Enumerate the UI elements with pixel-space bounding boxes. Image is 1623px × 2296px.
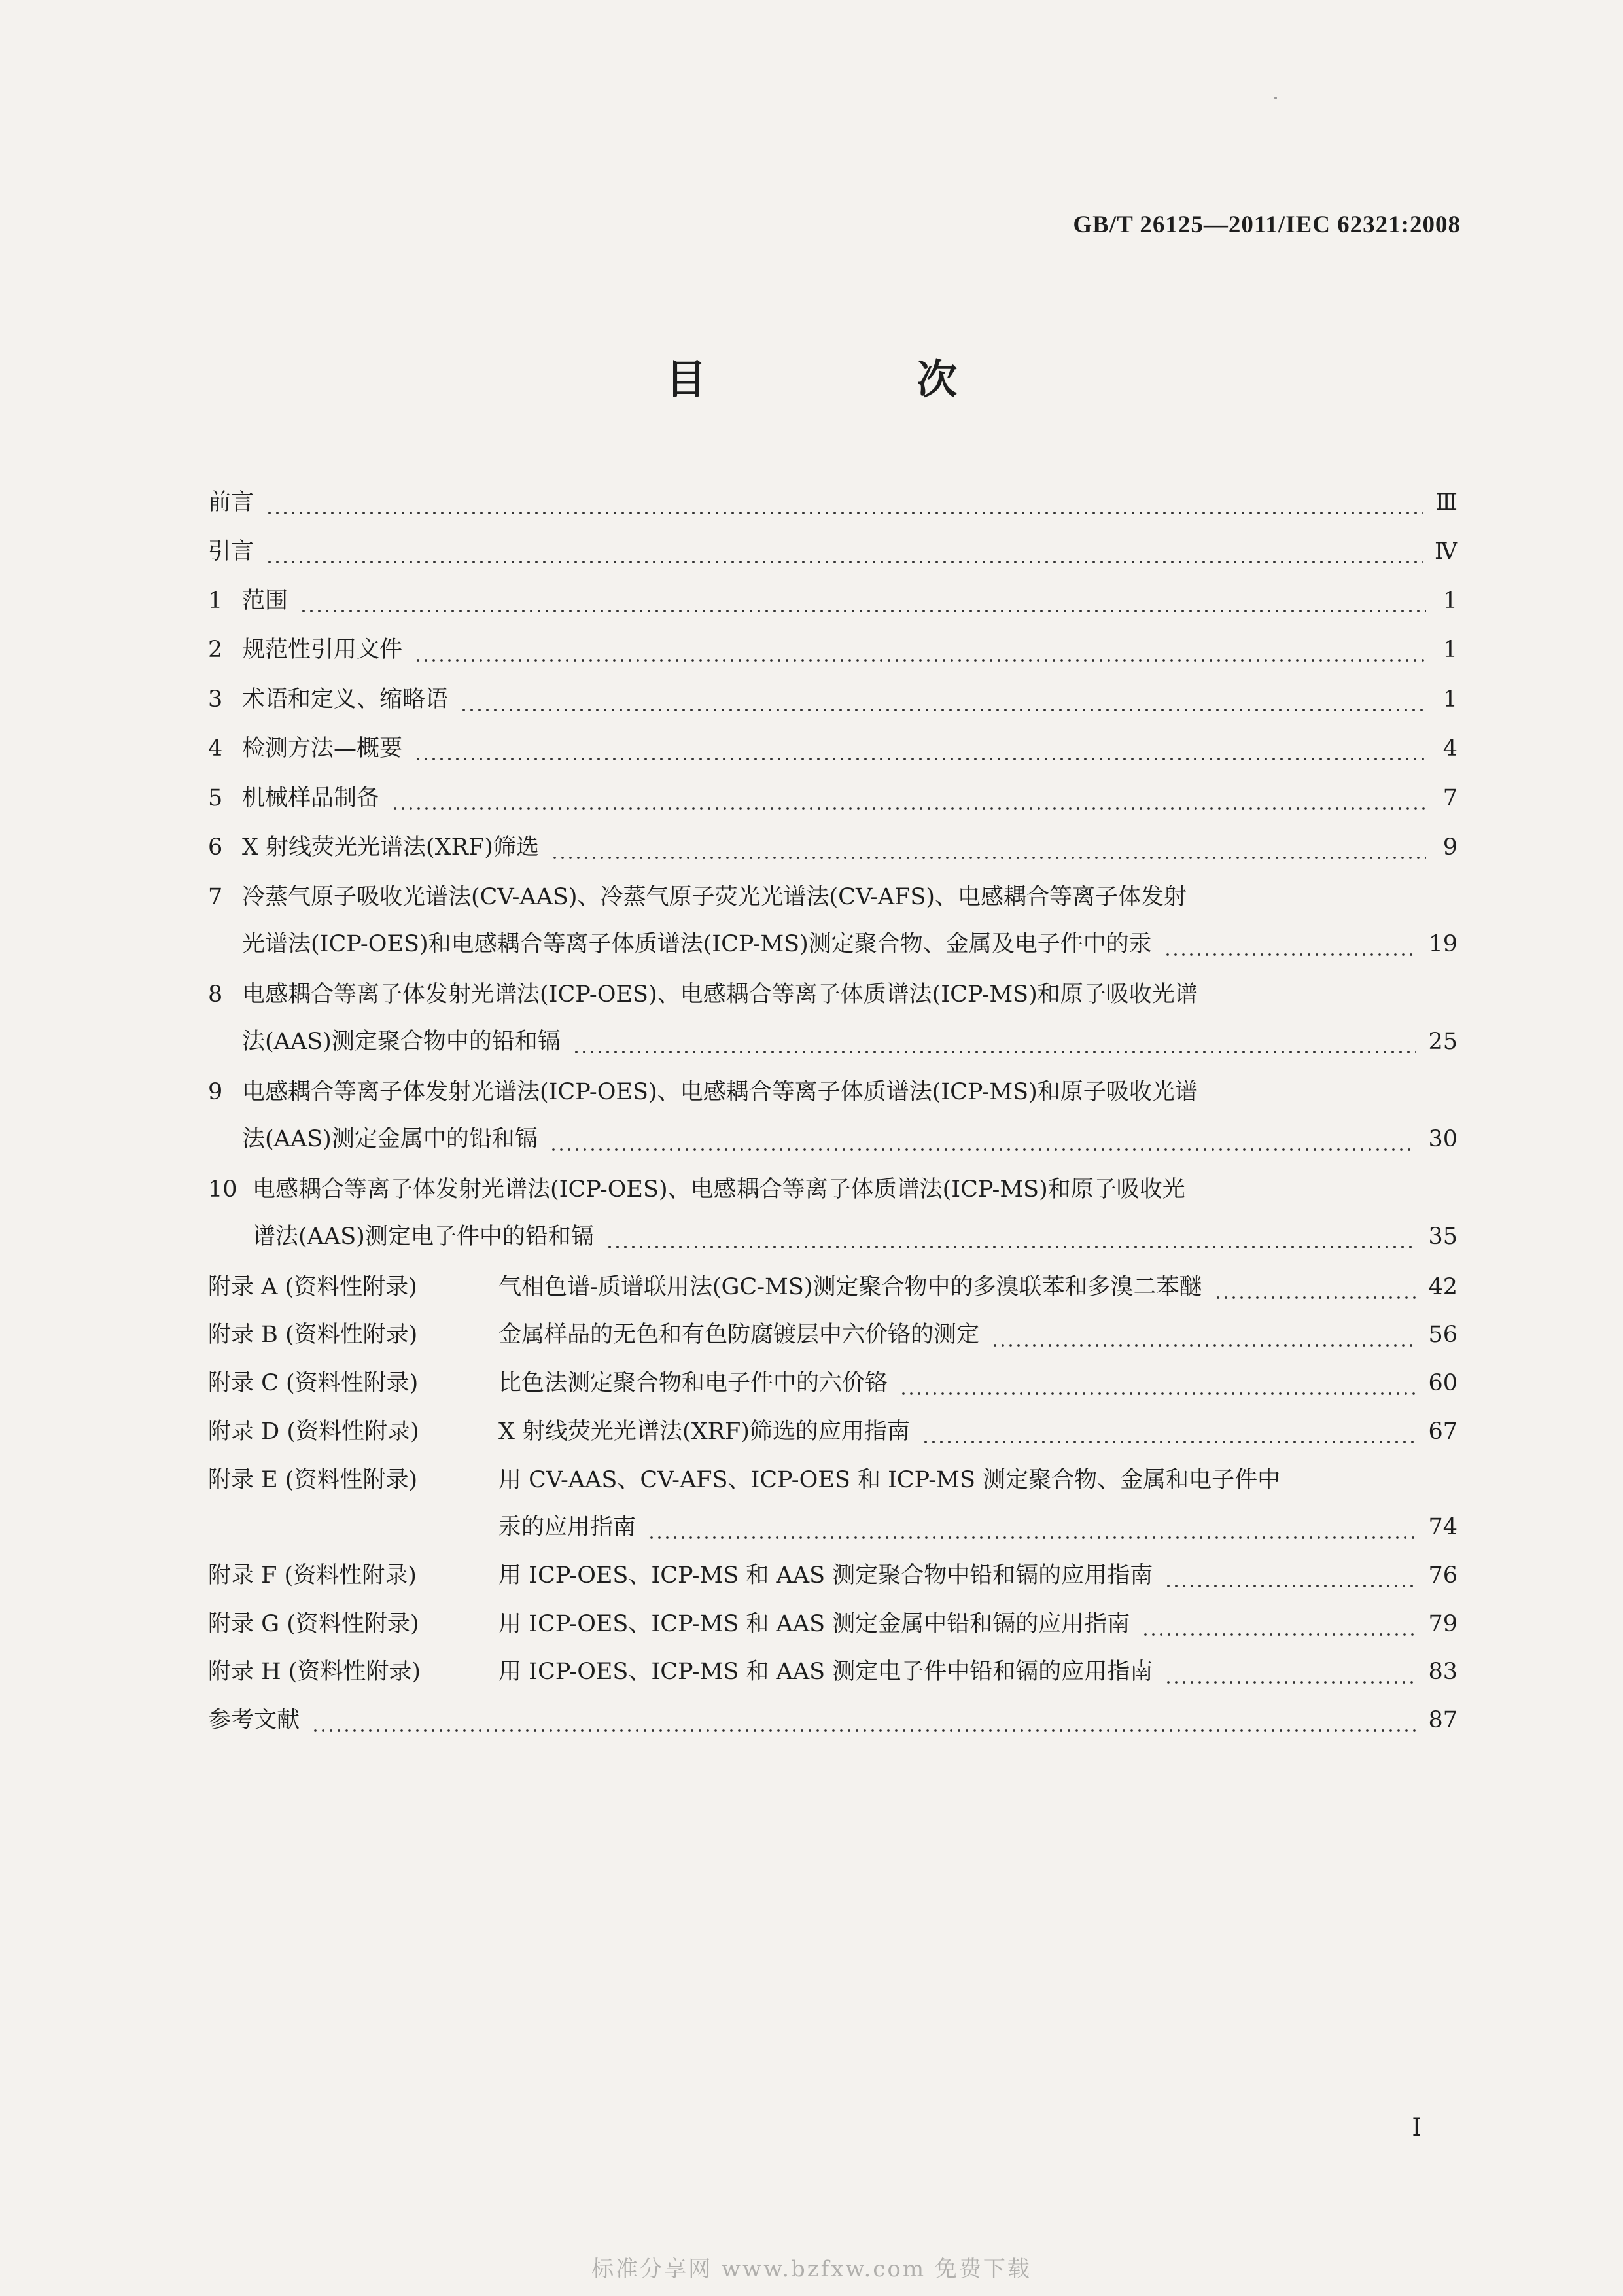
leader-dots	[899, 1360, 1416, 1407]
toc-page-number: 1	[1442, 588, 1457, 614]
leader-dots	[1164, 921, 1417, 968]
toc-entry-annex-c[interactable]	[208, 1360, 1457, 1407]
toc-entry-5[interactable]	[208, 775, 1457, 822]
toc-page-number: 76	[1428, 1563, 1457, 1589]
toc-entry-title: 参考文献	[208, 1707, 300, 1733]
toc-page-number: 1	[1442, 686, 1457, 713]
toc-entry-title-line2: 法(AAS)测定金属中的铅和镉	[242, 1126, 538, 1152]
leader-dots	[1164, 1648, 1416, 1695]
toc-page-number: 83	[1428, 1659, 1457, 1685]
toc-entry-title: 前言	[208, 489, 254, 516]
toc-entry-number: 7	[208, 884, 223, 910]
leader-dots	[1214, 1263, 1417, 1311]
toc-entry-title: 用 ICP-OES、ICP-MS 和 AAS 测定电子件中铅和镉的应用指南	[498, 1659, 1153, 1685]
annex-label: 附录 B (资料性附录)	[208, 1322, 418, 1348]
watermark-footer: 标准分享网 www.bzfxw.com 免费下载	[591, 2256, 1032, 2282]
leader-dots	[266, 528, 1423, 575]
leader-dots	[311, 1697, 1416, 1744]
leader-dots	[300, 577, 1426, 624]
toc-entry-annex-g[interactable]	[208, 1600, 1457, 1648]
annex-label: 附录 C (资料性附录)	[208, 1370, 419, 1396]
toc-entry-title: 气相色谱-质谱联用法(GC-MS)测定聚合物中的多溴联苯和多溴二苯醚	[498, 1274, 1202, 1300]
toc-entry-number: 8	[208, 981, 223, 1008]
leader-dots	[414, 725, 1426, 772]
toc-entry-title: 机械样品制备	[242, 785, 380, 811]
annex-label: 附录 F (资料性附录)	[208, 1563, 417, 1589]
toc-entry-title: 规范性引用文件	[242, 637, 403, 663]
page-folio: I	[1412, 2113, 1422, 2142]
toc-entry-title-line2: 光谱法(ICP-OES)和电感耦合等离子体质谱法(ICP-MS)测定聚合物、金属及电子件中的汞	[242, 931, 1152, 957]
toc-entry-title-line1: 电感耦合等离子体发射光谱法(ICP-OES)、电感耦合等离子体质谱法(ICP-MS)和原子吸收光谱	[242, 981, 1198, 1008]
toc-page-number: 79	[1428, 1611, 1457, 1637]
leader-dots	[551, 824, 1426, 871]
toc-entry-title-line1: 用 CV-AAS、CV-AFS、ICP-OES 和 ICP-MS 测定聚合物、金属和电子件中	[498, 1467, 1281, 1493]
toc-page-number: 4	[1442, 735, 1457, 762]
leader-dots	[414, 626, 1426, 673]
toc-page-number: 9	[1442, 834, 1457, 860]
toc-entry-title-line2: 法(AAS)测定聚合物中的铅和镉	[242, 1029, 561, 1055]
toc-entry-4[interactable]	[208, 725, 1457, 772]
toc-page-number: 74	[1428, 1514, 1457, 1540]
toc-page-number: 35	[1428, 1224, 1457, 1250]
leader-dots	[991, 1311, 1416, 1358]
leader-dots	[460, 676, 1426, 723]
toc-entry-annex-e[interactable]	[208, 1457, 1457, 1551]
toc-entry-6[interactable]	[208, 824, 1457, 871]
toc-entry-title-line2: 谱法(AAS)测定电子件中的铅和镉	[253, 1224, 594, 1250]
toc-entry-title: 用 ICP-OES、ICP-MS 和 AAS 测定金属中铅和镉的应用指南	[498, 1611, 1130, 1637]
toc-entry-title-line2: 汞的应用指南	[498, 1514, 637, 1540]
toc-entry-bibliography[interactable]	[208, 1697, 1457, 1744]
toc-entry-2[interactable]	[208, 626, 1457, 673]
toc-page-number: 19	[1428, 931, 1457, 957]
leader-dots	[606, 1213, 1417, 1260]
leader-dots	[572, 1018, 1417, 1065]
toc-entry-title: 术语和定义、缩略语	[242, 686, 449, 713]
annex-label: 附录 H (资料性附录)	[208, 1659, 421, 1685]
leader-dots	[1142, 1600, 1416, 1648]
leader-dots	[922, 1408, 1417, 1455]
toc-entry-title: 引言	[208, 539, 254, 565]
toc-page-number: 87	[1428, 1707, 1457, 1733]
toc-page-number: 7	[1442, 785, 1457, 811]
toc-entry-annex-b[interactable]	[208, 1311, 1457, 1358]
toc-entry-number: 5	[208, 785, 223, 811]
toc-entry-1[interactable]	[208, 577, 1457, 624]
toc-entry-title: 范围	[242, 588, 288, 614]
leader-dots	[550, 1116, 1417, 1163]
toc-entry-annex-d[interactable]	[208, 1408, 1457, 1455]
toc-entry-annex-a[interactable]	[208, 1263, 1457, 1311]
leader-dots	[391, 775, 1426, 822]
toc-entry-number: 3	[208, 686, 223, 713]
toc-page-number: Ⅲ	[1435, 489, 1457, 516]
toc-entry-title-line1: 电感耦合等离子体发射光谱法(ICP-OES)、电感耦合等离子体质谱法(ICP-MS)和原子吸收光	[253, 1176, 1185, 1203]
toc-entry-title: X 射线荧光光谱法(XRF)筛选	[242, 834, 539, 860]
toc-entry-number: 9	[208, 1079, 223, 1105]
toc-entry-number: 6	[208, 834, 223, 860]
toc-entry-8[interactable]	[208, 971, 1457, 1065]
toc-entry-foreword[interactable]	[208, 479, 1457, 526]
toc-page-number: 25	[1428, 1029, 1457, 1055]
toc-entry-title: 比色法测定聚合物和电子件中的六价铬	[498, 1370, 888, 1396]
standard-code: GB/T 26125—2011/IEC 62321:2008	[1073, 211, 1461, 238]
toc-entry-number: 4	[208, 735, 223, 762]
toc-page-number: 1	[1442, 637, 1457, 663]
annex-label: 附录 E (资料性附录)	[208, 1467, 418, 1493]
leader-dots	[1164, 1552, 1416, 1599]
toc-page-number: 60	[1428, 1370, 1457, 1396]
toc-entry-10[interactable]	[208, 1166, 1457, 1260]
toc-entry-number: 2	[208, 637, 223, 663]
toc-entry-title: 金属样品的无色和有色防腐镀层中六价铬的测定	[498, 1322, 980, 1348]
page-title: 目 次	[665, 355, 1056, 403]
annex-label: 附录 D (资料性附录)	[208, 1419, 419, 1445]
toc-page-number: Ⅳ	[1435, 539, 1457, 565]
annex-label: 附录 G (资料性附录)	[208, 1611, 419, 1637]
toc-page-number: 42	[1428, 1274, 1457, 1300]
toc-entry-title: 检测方法—概要	[242, 735, 403, 762]
toc-entry-3[interactable]	[208, 676, 1457, 723]
toc-entry-7[interactable]	[208, 874, 1457, 968]
toc-entry-title-line1: 电感耦合等离子体发射光谱法(ICP-OES)、电感耦合等离子体质谱法(ICP-MS)和原子吸收光谱	[242, 1079, 1198, 1105]
toc-entry-number: 10	[208, 1176, 237, 1203]
toc-entry-title-line1: 冷蒸气原子吸收光谱法(CV-AAS)、冷蒸气原子荧光光谱法(CV-AFS)、电感耦合等离子体发射	[242, 884, 1187, 910]
toc-entry-number: 1	[208, 588, 223, 614]
leader-dots	[648, 1504, 1416, 1551]
toc-entry-title: X 射线荧光光谱法(XRF)筛选的应用指南	[498, 1419, 910, 1445]
toc-page-number: 56	[1428, 1322, 1457, 1348]
toc-page-number: 67	[1428, 1419, 1457, 1445]
annex-label: 附录 A (资料性附录)	[208, 1274, 417, 1300]
toc-entry-annex-h[interactable]	[208, 1648, 1457, 1695]
leader-dots	[266, 479, 1423, 526]
toc-entry-annex-f[interactable]	[208, 1552, 1457, 1599]
toc-entry-9[interactable]	[208, 1069, 1457, 1163]
toc-entry-title: 用 ICP-OES、ICP-MS 和 AAS 测定聚合物中铅和镉的应用指南	[498, 1563, 1153, 1589]
toc-entry-introduction[interactable]	[208, 528, 1457, 575]
toc-page-number: 30	[1428, 1126, 1457, 1152]
